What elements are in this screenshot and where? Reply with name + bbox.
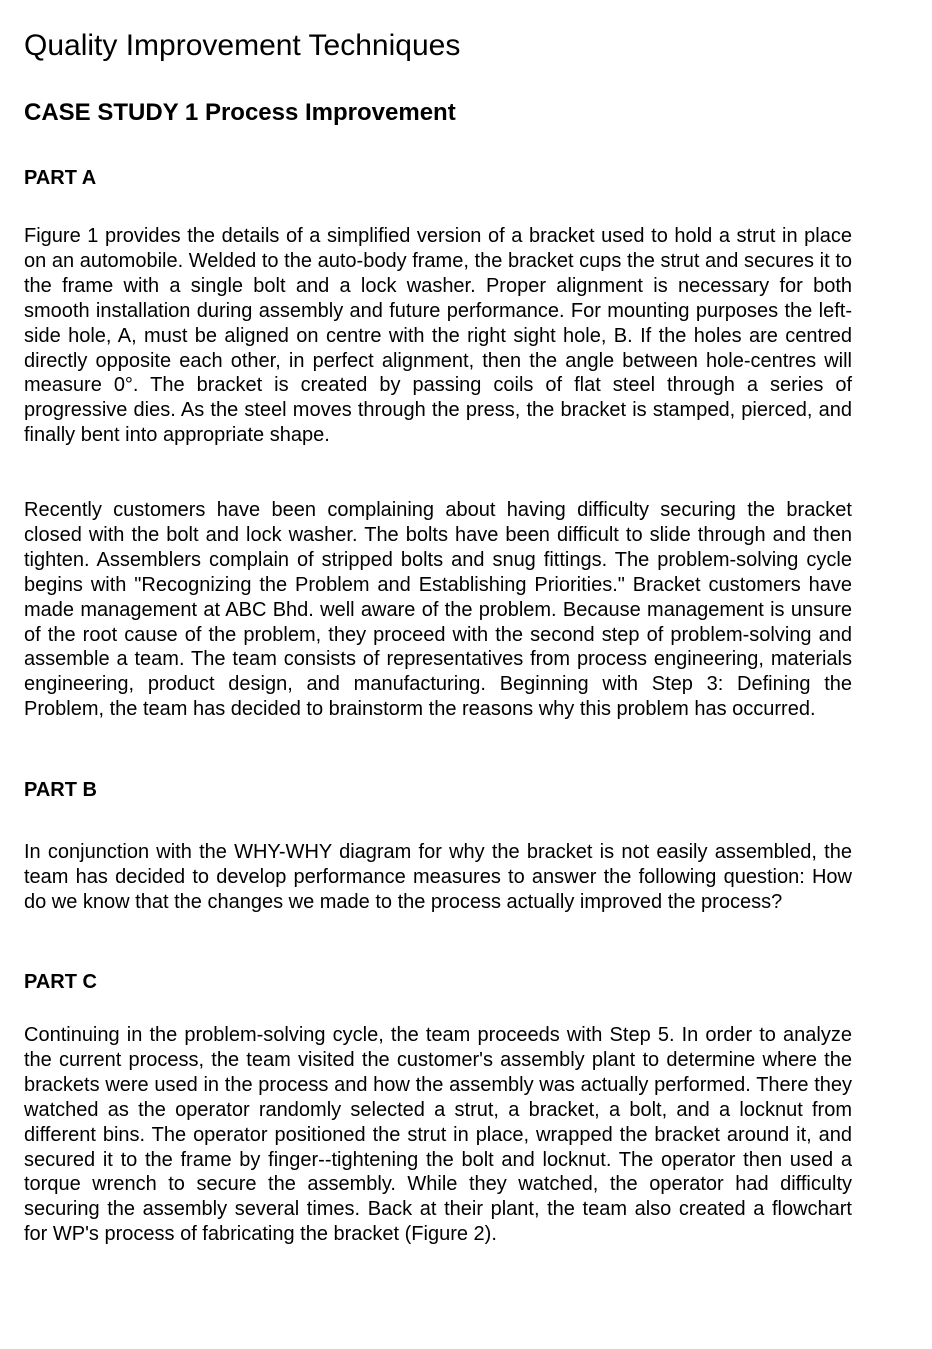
- part-a-paragraph-2: Recently customers have been complaining about having difficulty securing the bracket closed with the bolt and lock washer. The bolts have been difficult to slide through and then tighten. Assemblers complain of stripped bolts and snug fittings. The problem-solving cycle begins with "Recognizing the Problem and Establishing Priorities." Bracket customers have made management at ABC Bhd. well aware of the problem. Because management is unsure of the root cause of the problem, they proceed with the second step of problem-solving and assemble a team. The team consists of representatives from process engineering, materials engineering, product design, and manufacturing. Beginning with Step 3: Defining the Problem, the team has decided to brainstorm the reasons why this problem has occurred.: [24, 499, 852, 721]
- part-b-paragraph-1: In conjunction with the WHY-WHY diagram for why the bracket is not easily assembled, the team has decided to develop performance measures to answer the following question: How do we know that the changes we made to the process actually improved the process?: [24, 841, 852, 913]
- part-a-heading: PART A: [24, 167, 97, 189]
- part-c-heading: PART C: [24, 971, 97, 993]
- part-a-paragraph-1: Figure 1 provides the details of a simplified version of a bracket used to hold a strut in place on an automobile. Welded to the auto-body frame, the bracket cups the strut and secures it to the frame with a single bolt and a lock washer. Proper alignment is necessary for both smooth installation during assembly and future performance. For mounting purposes the left-side hole, A, must be aligned on centre with the right sight hole, B. If the holes are centred directly opposite each other, in perfect alignment, then the angle between hole-centres will measure 0°. The bracket is created by passing coils of flat steel through a series of progressive dies. As the steel moves through the press, the bracket is stamped, pierced, and finally bent into appropriate shape.: [24, 225, 852, 447]
- document-title: Quality Improvement Techniques: [24, 29, 461, 62]
- case-study-title: CASE STUDY 1 Process Improvement: [24, 99, 456, 126]
- part-b-heading: PART B: [24, 779, 97, 801]
- part-c-paragraph-1: Continuing in the problem-solving cycle, the team proceeds with Step 5. In order to analyze the current process, the team visited the customer's assembly plant to determine where the brackets were used in the process and how the assembly was actually performed. There they watched as the operator randomly selected a strut, a bracket, a bolt, and a locknut from different bins. The operator positioned the strut in place, wrapped the bracket around it, and secured it to the frame by finger--tightening the bolt and locknut. The operator then used a torque wrench to secure the assembly. While they watched, the operator had difficulty securing the assembly several times. Back at their plant, the team also created a flowchart for WP's process of fabricating the bracket (Figure 2).: [24, 1024, 852, 1246]
